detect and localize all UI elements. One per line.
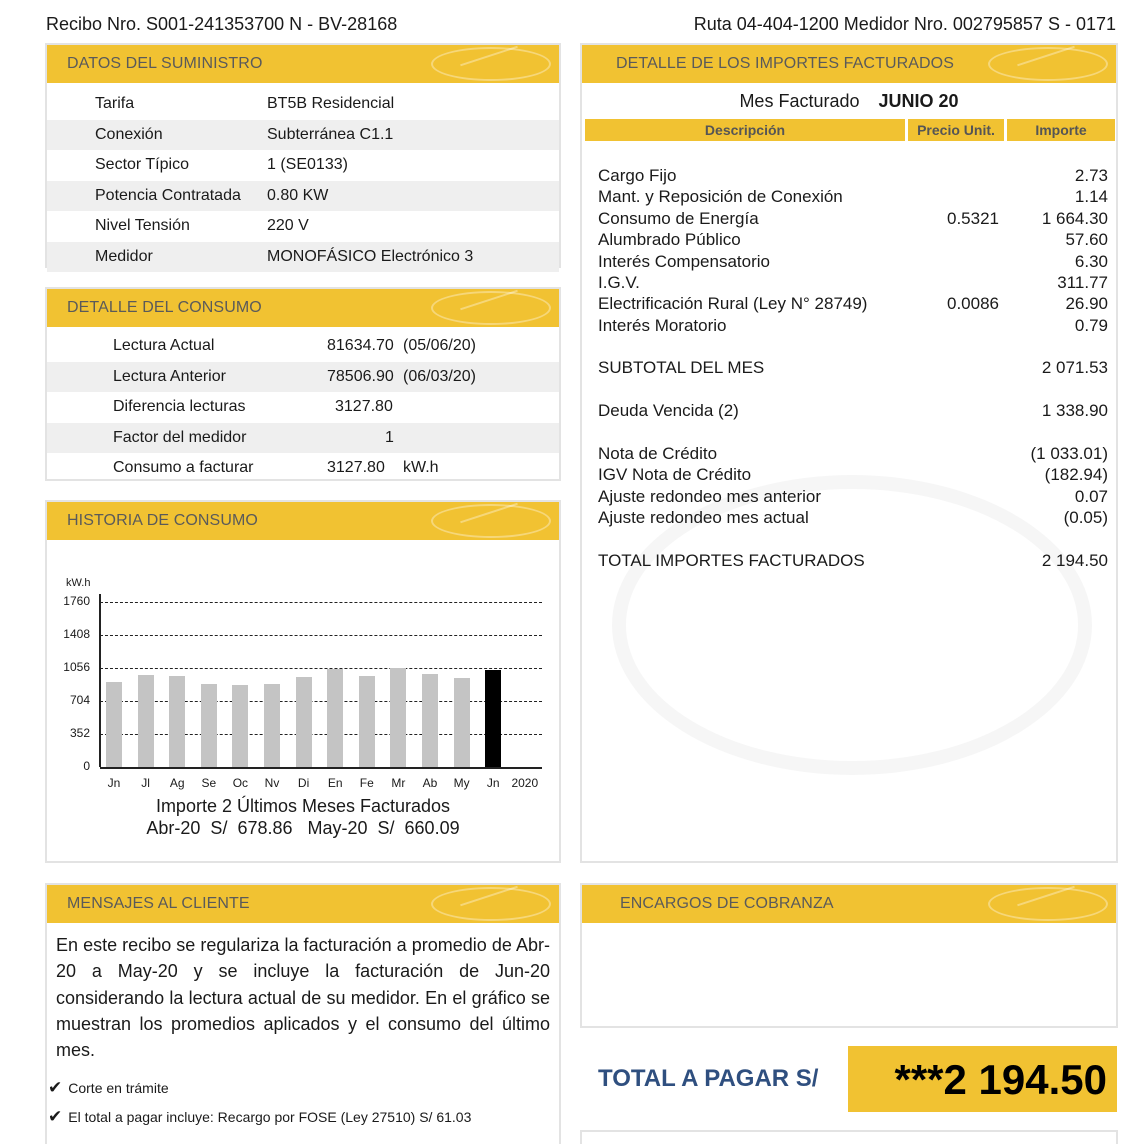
chart-bar — [454, 678, 470, 767]
billing-item-amount: 26.90 — [1065, 294, 1108, 314]
check-text: Corte en trámite — [68, 1080, 169, 1096]
chart-bar — [485, 670, 501, 768]
consumption-value: 81634.70 — [327, 337, 394, 354]
consumption-label: Consumo a facturar — [113, 459, 254, 476]
supply-row — [47, 89, 559, 119]
billing-item-desc: Alumbrado Público — [598, 230, 741, 250]
x-tick-label: Fe — [359, 776, 374, 790]
billing-item-amount: 1.14 — [1074, 187, 1108, 207]
last-two-values: Abr-20 S/ 678.86 May-20 S/ 660.09 — [146, 818, 460, 838]
x-tick-label: En — [327, 776, 343, 790]
consumption-row — [47, 331, 559, 361]
x-tick-label: My — [453, 776, 470, 790]
adjustment-desc: Ajuste redondeo mes actual — [598, 508, 809, 528]
supply-row — [47, 242, 559, 272]
consumption-panel — [45, 287, 561, 481]
messages-title: MENSAJES AL CLIENTE — [67, 895, 250, 912]
consumption-value: 78506.90 — [327, 367, 394, 385]
check-text: El total a pagar incluye: Recargo por FOSE (Ley 27510) S/ 61.03 — [68, 1109, 472, 1125]
adjustment-amount: (0.05) — [1063, 508, 1108, 528]
consumption-header — [47, 289, 559, 327]
col-unit-price: Precio Unit. — [908, 119, 1004, 141]
billed-month-value: JUNIO 20 — [878, 91, 959, 111]
check-item — [48, 1107, 471, 1127]
chart-bar — [359, 676, 375, 767]
supply-label: Sector Típico — [95, 156, 189, 174]
total-to-pay-amount: ***2 194.50 — [894, 1056, 1107, 1103]
gridline — [100, 701, 542, 702]
total-to-pay-box — [848, 1046, 1117, 1112]
supply-row — [47, 211, 559, 241]
consumption-label: Factor del medidor — [113, 428, 247, 446]
x-tick-label: Se — [201, 776, 217, 790]
chart-bar — [106, 682, 122, 767]
billing-item-desc: Mant. y Reposición de Conexión — [598, 187, 843, 207]
supply-label: Nivel Tensión — [95, 217, 190, 235]
y-tick-label: 1056 — [63, 660, 90, 674]
logo-watermark-icon — [988, 887, 1108, 921]
consumption-row — [47, 392, 559, 422]
consumption-label: Diferencia lecturas — [113, 398, 246, 415]
chart-bar — [390, 668, 406, 767]
total-to-pay-label: TOTAL A PAGAR S/ — [598, 1065, 819, 1092]
check-item — [48, 1078, 169, 1098]
y-tick-label: 352 — [69, 726, 90, 740]
supply-row — [47, 150, 559, 180]
chart-bar — [138, 675, 154, 767]
billing-item-amount: 2.73 — [1074, 166, 1108, 185]
x-tick-label: Di — [297, 776, 310, 790]
supply-row — [47, 120, 559, 150]
subtotal-amount: 2 071.53 — [1041, 358, 1108, 377]
chart-bar — [201, 684, 217, 767]
y-tick-label: 704 — [69, 693, 90, 707]
consumption-value: 3127.80 — [327, 459, 385, 476]
billing-item-desc: Interés Moratorio — [598, 315, 727, 335]
supply-label: Potencia Contratada — [95, 186, 241, 204]
billing-item-amount: 6.30 — [1074, 251, 1108, 271]
collection-title: ENCARGOS DE COBRANZA — [620, 895, 834, 912]
bottom-panel-stub — [580, 1130, 1118, 1144]
consumption-extra: (06/03/20) — [403, 367, 476, 385]
customer-message: En este recibo se regulariza la facturación a promedio de Abr-20 a May-20 y se incluye la facturación de Jun-20 considerando la lectura actual de su medidor. En el gráfico se muestran los promedios aplicados y el consumo del último mes. — [56, 935, 550, 1061]
logo-watermark-icon — [431, 504, 551, 538]
x-tick-label: Mr — [391, 776, 406, 790]
x-tick-label: Ab — [422, 776, 438, 790]
x-tick-label: Ag — [169, 776, 185, 790]
consumption-row — [47, 453, 559, 483]
chart-bar — [169, 676, 185, 767]
consumption-label: Lectura Anterior — [113, 367, 226, 385]
billing-header — [582, 45, 1116, 83]
gridline — [100, 635, 542, 636]
supply-label: Medidor — [95, 248, 153, 265]
chart-bar — [296, 677, 312, 767]
billing-item-desc: Consumo de Energía — [598, 208, 759, 228]
col-description: Descripción — [585, 119, 905, 141]
x-tick-label: Nv — [264, 776, 280, 790]
collection-header — [582, 885, 1116, 923]
adjustment-amount: (1 033.01) — [1030, 444, 1108, 463]
supply-panel — [45, 43, 561, 268]
y-axis-unit: kW.h — [66, 577, 91, 589]
receipt-number: Recibo Nro. S001-241353700 N - BV-28168 — [46, 14, 398, 34]
logo-watermark-icon — [431, 291, 551, 325]
x-tick-label: Jn — [107, 776, 121, 790]
supply-value: 220 V — [267, 217, 309, 235]
billed-total-desc: TOTAL IMPORTES FACTURADOS — [598, 551, 865, 570]
chart-bar — [264, 684, 280, 767]
consumption-label: Lectura Actual — [113, 337, 215, 354]
logo-watermark-icon — [431, 47, 551, 81]
supply-value: 1 (SE0133) — [267, 156, 348, 174]
adjustment-desc: Ajuste redondeo mes anterior — [598, 486, 822, 506]
history-title: HISTORIA DE CONSUMO — [67, 512, 258, 529]
billed-month — [580, 91, 1118, 112]
gridline — [100, 668, 542, 669]
consumption-value: 3127.80 — [335, 398, 393, 415]
route-meter-number: Ruta 04-404-1200 Medidor Nro. 002795857 S - 0171 — [693, 14, 1116, 34]
x-tick-label: Jn — [486, 776, 500, 790]
col-amount: Importe — [1007, 119, 1115, 141]
gridline — [100, 602, 542, 603]
overdue-debt-amount: 1 338.90 — [1041, 401, 1108, 420]
billing-item-amount: 0.79 — [1074, 315, 1108, 335]
billing-item-amount: 311.77 — [1057, 273, 1108, 292]
y-axis-line — [99, 594, 101, 767]
billed-total-amount: 2 194.50 — [1041, 551, 1108, 570]
last-two-title: Importe 2 Últimos Meses Facturados — [155, 796, 451, 816]
overdue-debt-desc: Deuda Vencida (2) — [598, 401, 739, 420]
supply-value: BT5B Residencial — [267, 95, 395, 112]
adjustment-amount: (182.94) — [1044, 465, 1108, 485]
supply-value: Subterránea C1.1 — [267, 125, 394, 143]
billing-item-unit: 0.5321 — [947, 208, 999, 228]
consumption-extra: kW.h — [403, 459, 439, 476]
y-tick-label: 0 — [83, 759, 90, 773]
adjustment-desc: Nota de Crédito — [598, 444, 718, 463]
chart-bar — [327, 669, 343, 767]
chart-axis-baseline — [100, 767, 542, 769]
supply-value: 0.80 KW — [267, 186, 329, 204]
logo-watermark-icon — [988, 47, 1108, 81]
x-tick-label: Oc — [232, 776, 249, 790]
collection-panel — [580, 883, 1118, 1028]
supply-row — [47, 181, 559, 211]
billing-item-desc: Interés Compensatorio — [598, 251, 770, 271]
logo-watermark-icon — [431, 887, 551, 921]
checkmark-icon: ✔ — [48, 1078, 63, 1097]
x-tick-label: Jl — [141, 776, 150, 790]
subtotal-desc: SUBTOTAL DEL MES — [598, 358, 765, 377]
adjustment-amount: 0.07 — [1074, 486, 1108, 506]
gridline — [100, 734, 542, 735]
billing-item-amount: 1 664.30 — [1041, 208, 1108, 228]
supply-label: Tarifa — [95, 95, 135, 112]
supply-title: DATOS DEL SUMINISTRO — [67, 55, 263, 72]
y-tick-label: 1408 — [63, 627, 90, 641]
chart-bar — [422, 674, 438, 767]
consumption-row — [47, 423, 559, 453]
y-tick-label: 1760 — [63, 594, 90, 608]
supply-label: Conexión — [95, 125, 163, 143]
supply-header — [47, 45, 559, 83]
history-header — [47, 502, 559, 540]
consumption-extra: (05/06/20) — [403, 337, 476, 354]
billing-column-headers — [585, 119, 1115, 141]
billing-item-desc: Cargo Fijo — [598, 166, 677, 185]
supply-value: MONOFÁSICO Electrónico 3 — [267, 248, 474, 265]
consumption-row — [47, 362, 559, 392]
billing-item-desc: I.G.V. — [598, 273, 640, 292]
chart-bar — [232, 685, 248, 768]
year-label: 2020 — [511, 776, 539, 790]
billing-item-desc: Electrificación Rural (Ley N° 28749) — [598, 294, 868, 314]
billed-month-label: Mes Facturado — [739, 91, 860, 111]
consumption-value: 1 — [385, 428, 394, 446]
billing-item-amount: 57.60 — [1065, 230, 1108, 250]
messages-header — [47, 885, 559, 923]
billing-item-unit: 0.0086 — [947, 294, 999, 314]
consumption-title: DETALLE DEL CONSUMO — [67, 299, 262, 316]
adjustment-desc: IGV Nota de Crédito — [598, 465, 752, 485]
checkmark-icon: ✔ — [48, 1107, 63, 1126]
billing-title: DETALLE DE LOS IMPORTES FACTURADOS — [616, 55, 954, 72]
